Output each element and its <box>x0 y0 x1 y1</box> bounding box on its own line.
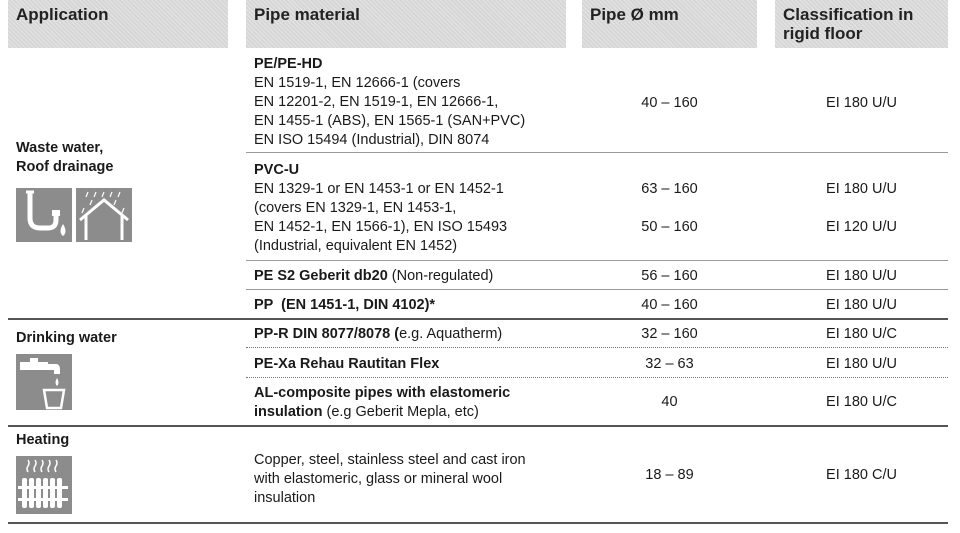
material-pe-hd-line: EN 1455-1 (ABS), EN 1565-1 (SAN+PVC) <box>254 113 526 129</box>
class-pp: EI 180 U/U <box>826 297 897 313</box>
class-heating: EI 180 C/U <box>826 467 897 483</box>
material-pe-hd-title: PE/PE-HD <box>254 56 323 72</box>
material-heating-line: Copper, steel, stainless steel and cast iron <box>254 452 526 468</box>
group-label-waste-1: Waste water, <box>16 140 104 156</box>
material-pp: PP (EN 1451-1, DIN 4102)* <box>254 297 436 313</box>
material-pp-r-title: PP-R DIN 8077/8078 ( <box>254 326 400 342</box>
row-divider <box>246 347 948 348</box>
group-label-drinking: Drinking water <box>16 330 117 346</box>
material-al-title-2: insulation <box>254 404 323 420</box>
row-divider <box>246 377 948 378</box>
group-divider <box>8 425 948 427</box>
material-pp-r <box>254 325 502 344</box>
diameter-al: 40 <box>661 394 678 410</box>
material-pe-s2-note: (Non-regulated) <box>387 268 494 284</box>
header-classification <box>775 0 948 48</box>
diameter-pvc-u-2: 50 – 160 <box>641 219 698 235</box>
group-label-waste-2: Roof drainage <box>16 159 114 175</box>
roof-rain-icon <box>76 188 132 242</box>
class-pvc-u-2: EI 120 U/U <box>826 219 897 235</box>
class-pe-hd: EI 180 U/U <box>826 95 897 111</box>
material-pvc-u-line: (covers EN 1329-1, EN 1453-1, <box>254 200 457 216</box>
material-heating-line: with elastomeric, glass or mineral wool <box>254 471 503 487</box>
header-material <box>246 0 566 48</box>
class-pe-xa: EI 180 U/U <box>826 356 897 372</box>
row-divider <box>246 260 948 261</box>
group-label-heating: Heating <box>16 432 70 448</box>
material-al-line-2 <box>254 403 479 422</box>
material-pvc-u-line: (Industrial, equivalent EN 1452) <box>254 238 458 254</box>
header-application <box>8 0 228 48</box>
row-divider <box>246 289 948 290</box>
class-pvc-u-1: EI 180 U/U <box>826 181 897 197</box>
material-pvc-u-line: EN 1329-1 or EN 1453-1 or EN 1452-1 <box>254 181 504 197</box>
diameter-pp: 40 – 160 <box>641 297 698 313</box>
class-pp-r: EI 180 U/C <box>826 326 897 342</box>
header-diameter <box>582 0 757 48</box>
material-pp-r-note: e.g. Aquatherm) <box>399 326 503 342</box>
radiator-icon <box>16 456 72 514</box>
header-application-label: Application <box>16 5 109 24</box>
header-diameter-label: Pipe Ø mm <box>590 5 679 24</box>
diameter-heating: 18 – 89 <box>645 467 694 483</box>
diameter-pp-r: 32 – 160 <box>641 326 698 342</box>
group-divider <box>8 318 948 320</box>
material-pe-hd-line: EN 12201-2, EN 1519-1, EN 12666-1, <box>254 94 499 110</box>
row-divider <box>246 152 948 153</box>
material-pe-hd-line: EN ISO 15494 (Industrial), DIN 8074 <box>254 132 490 148</box>
material-al-note: (e.g Geberit Mepla, etc) <box>322 404 479 420</box>
material-heating-line: insulation <box>254 490 316 506</box>
material-pe-s2 <box>254 267 493 286</box>
tap-icon <box>16 354 72 410</box>
diameter-pe-s2: 56 – 160 <box>641 268 698 284</box>
material-pvc-u-line: EN 1452-1, EN 1566-1), EN ISO 15493 <box>254 219 508 235</box>
diameter-pe-xa: 32 – 63 <box>645 356 694 372</box>
material-pe-xa: PE-Xa Rehau Rautitan Flex <box>254 356 440 372</box>
material-pvc-u-title: PVC-U <box>254 162 300 178</box>
diameter-pvc-u-1: 63 – 160 <box>641 181 698 197</box>
drain-pipe-icon <box>16 188 72 242</box>
diameter-pe-hd: 40 – 160 <box>641 95 698 111</box>
header-classification-label: Classification in rigid floor <box>783 5 914 43</box>
material-pe-s2-title: PE S2 Geberit db20 <box>254 268 388 284</box>
material-al-title-1: AL-composite pipes with elastomeric <box>254 385 511 401</box>
class-al: EI 180 U/C <box>826 394 897 410</box>
class-pe-s2: EI 180 U/U <box>826 268 897 284</box>
material-pe-hd-line: EN 1519-1, EN 12666-1 (covers <box>254 75 461 91</box>
header-material-label: Pipe material <box>254 5 360 24</box>
table-bottom-rule <box>8 522 948 524</box>
